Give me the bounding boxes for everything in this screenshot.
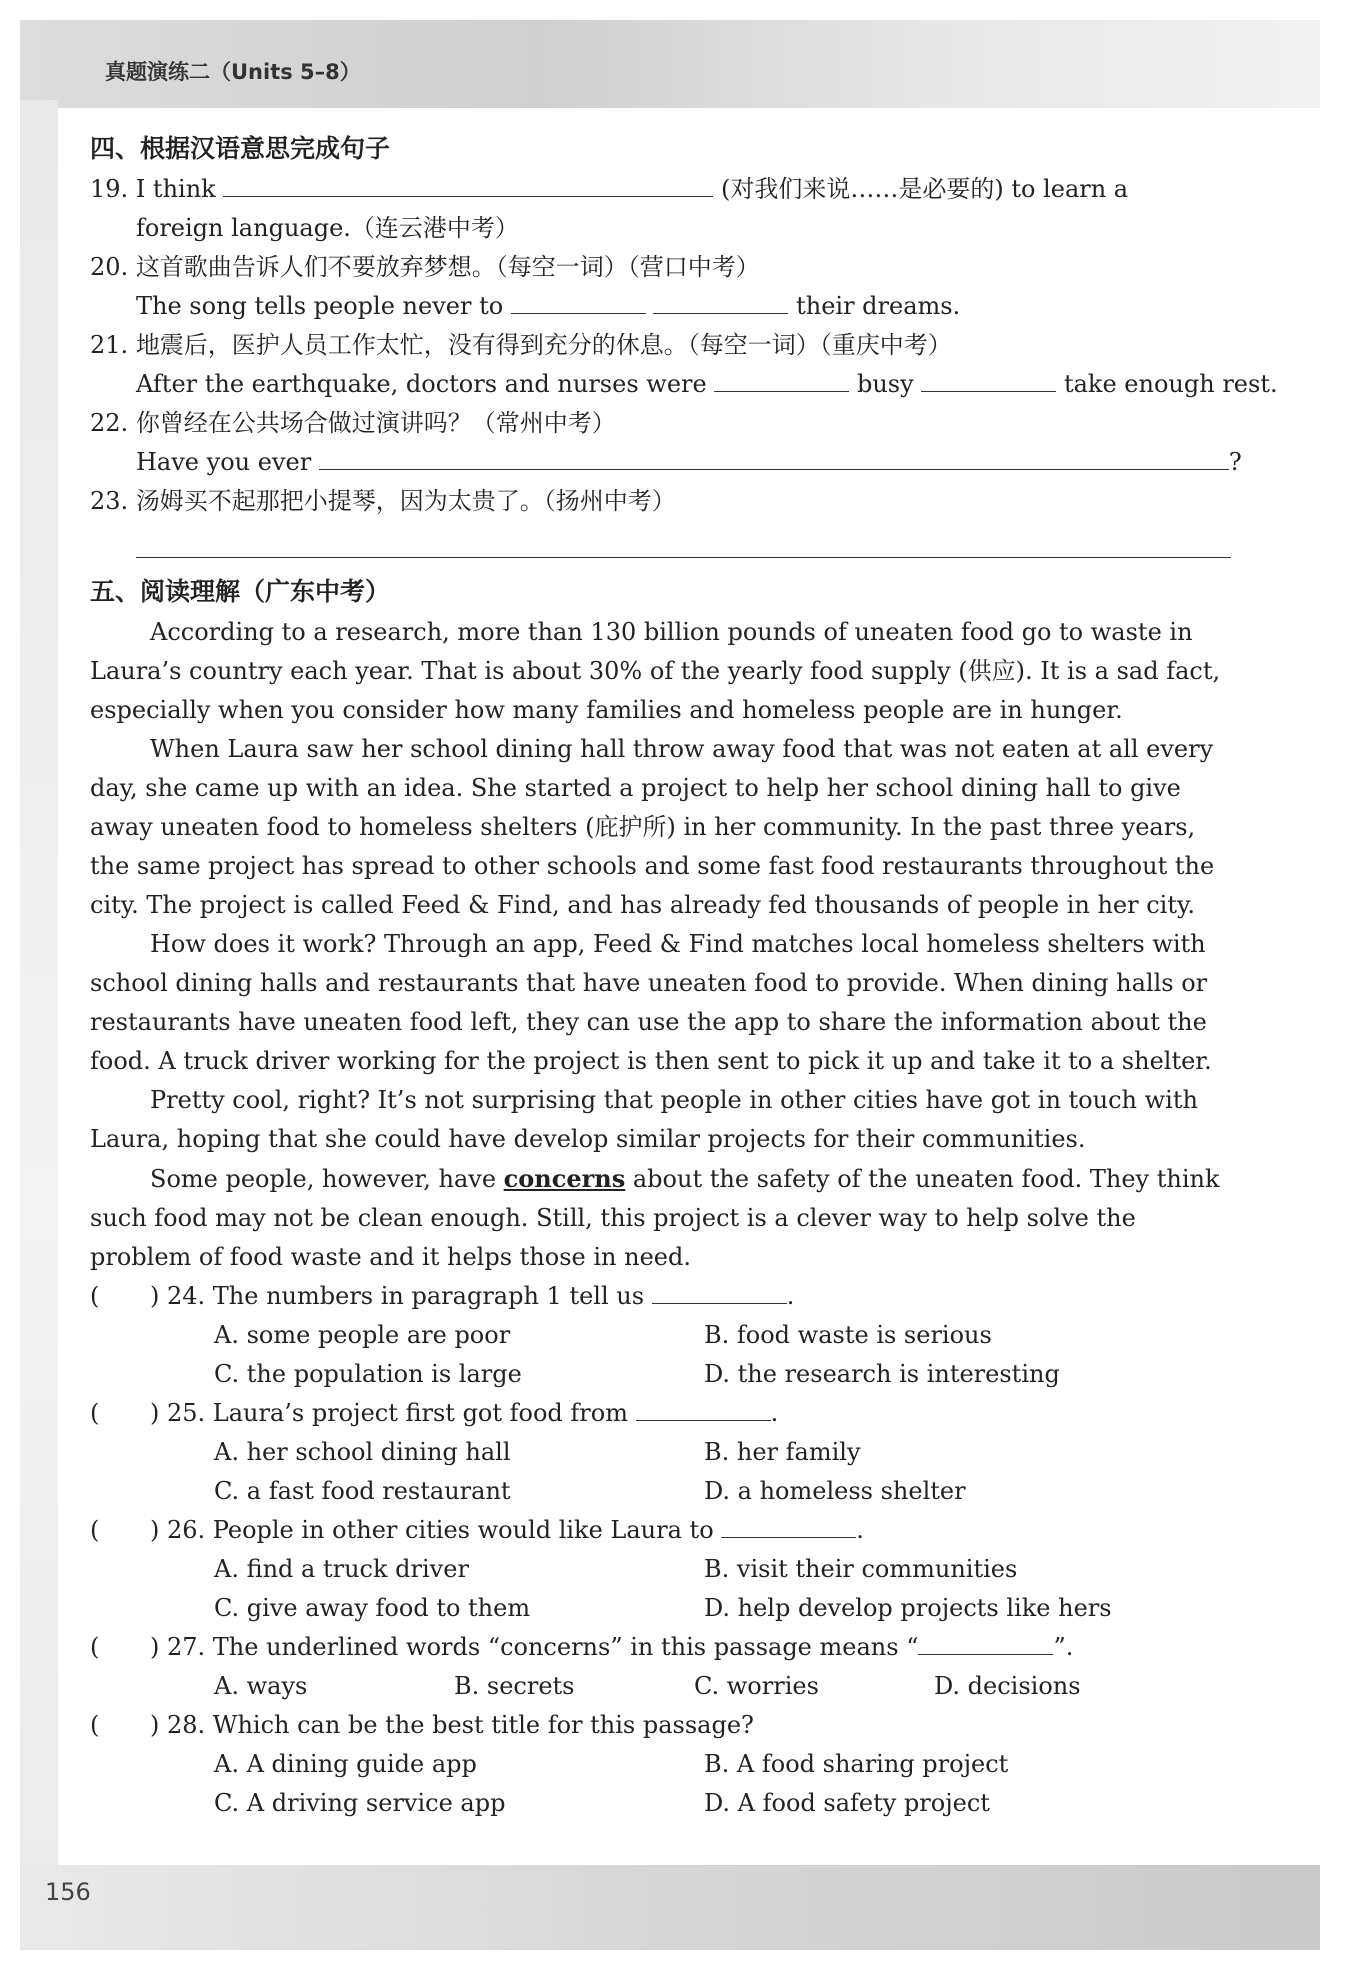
q25-blank[interactable]: [636, 1396, 771, 1421]
q28-option-d[interactable]: D. A food safety project: [704, 1789, 990, 1817]
q25-option-b[interactable]: B. her family: [704, 1438, 861, 1466]
question-22: [90, 404, 1240, 443]
q25-end: .: [770, 1399, 779, 1427]
q26-blank[interactable]: [721, 1513, 856, 1538]
q19-text-before: I think: [135, 175, 216, 203]
header-title: 真题演练二（Units 5–8）: [105, 60, 361, 84]
q21-text-mid: busy: [856, 370, 914, 398]
q21-chinese: 地震后，医护人员工作太忙，没有得到充分的休息。（每空一词）（重庆中考）: [135, 331, 952, 359]
q28-option-a[interactable]: A. A dining guide app: [214, 1750, 477, 1778]
q21-blank-1[interactable]: [714, 367, 849, 392]
q24-option-d[interactable]: D. the research is interesting: [704, 1360, 1060, 1388]
q24-option-b[interactable]: B. food waste is serious: [704, 1321, 992, 1349]
question-20: [90, 248, 1240, 287]
q20-sentence: [90, 287, 1240, 326]
q24-stem: ) 24. The numbers in paragraph 1 tell us: [150, 1282, 645, 1310]
q26-option-d[interactable]: D. help develop projects like hers: [704, 1594, 1112, 1622]
answer-paren[interactable]: (: [90, 1711, 100, 1739]
answer-paren[interactable]: (: [90, 1282, 100, 1310]
q27-option-b[interactable]: B. secrets: [454, 1672, 575, 1700]
passage-paragraph-5: [90, 1159, 1240, 1277]
q21-sentence: [90, 365, 1278, 404]
answer-paren[interactable]: (: [90, 1516, 100, 1544]
q20-blank-1[interactable]: [511, 289, 646, 314]
q20-chinese: 这首歌曲告诉人们不要放弃梦想。（每空一词）（营口中考）: [135, 253, 760, 281]
q19-text-after: (对我们来说……是必要的) to learn a: [720, 175, 1129, 203]
page-content: [90, 125, 1278, 1823]
q19-blank[interactable]: [223, 172, 713, 197]
q25-stem: ) 25. Laura’s project first got food from: [150, 1399, 628, 1427]
q24-option-c[interactable]: C. the population is large: [214, 1360, 522, 1388]
q28-option-c[interactable]: C. A driving service app: [214, 1789, 506, 1817]
question-19: [90, 170, 1240, 209]
p5-text-after: about the safety of the uneaten food. They think such food may not be clean enough. Still, this project is a clever way to help solve the problem of food waste and it helps those in need.: [90, 1165, 1220, 1271]
q27-end: ”.: [1053, 1633, 1074, 1661]
passage-paragraph-3: How does it work? Through an app, Feed & Find matches local homeless shelters with school dining halls and restaurants that have uneaten food to provide. When dining halls or restaurants have uneaten food left, they can use the app to share the information about the food. A truck driver working for the project is then sent to pick it up and take it to a shelter.: [90, 930, 1212, 1075]
footer-band: [20, 1865, 1320, 1950]
q26-end: .: [856, 1516, 864, 1544]
p5-underlined-word: concerns: [503, 1164, 626, 1193]
answer-paren[interactable]: (: [90, 1633, 100, 1661]
passage-paragraph-1: According to a research, more than 130 billion pounds of uneaten food go to waste in Laura’s country each year. That is about 30% of the yearly food supply (供应). It is a sad fact, especially when you consider how many families and homeless people are in hunger.: [90, 618, 1221, 724]
q20-text-after: their dreams.: [796, 292, 961, 320]
question-28: [90, 1706, 1240, 1823]
q26-option-c[interactable]: C. give away food to them: [214, 1594, 531, 1622]
section-5-title: 五、阅读理解（广东中考）: [90, 577, 391, 606]
q21-text-before: After the earthquake, doctors and nurses were: [136, 370, 707, 398]
q27-option-d[interactable]: D. decisions: [934, 1672, 1081, 1700]
q21-text-after: take enough rest.: [1063, 370, 1278, 398]
question-24: [90, 1277, 1240, 1394]
q23-answer-line[interactable]: [136, 527, 1231, 558]
q24-end: .: [786, 1282, 795, 1310]
q25-option-d[interactable]: D. a homeless shelter: [704, 1477, 966, 1505]
q22-blank[interactable]: [319, 445, 1229, 470]
q19-line2: foreign language.（连云港中考）: [136, 214, 519, 242]
q20-number: 20.: [90, 253, 129, 281]
q22-text-after: ?: [1228, 448, 1242, 476]
q22-sentence: [90, 443, 1240, 482]
q22-text-before: Have you ever: [136, 448, 312, 476]
q22-number: 22.: [90, 409, 129, 437]
page-number: 156: [45, 1878, 91, 1906]
q27-blank[interactable]: [918, 1630, 1053, 1655]
q26-option-a[interactable]: A. find a truck driver: [214, 1555, 469, 1583]
passage-paragraph-4: Pretty cool, right? It’s not surprising that people in other cities have got in touch with Laura, hoping that she could have develop similar projects for their communities.: [90, 1086, 1198, 1153]
q23-number: 23.: [90, 487, 129, 515]
question-23: [90, 482, 1240, 521]
passage-paragraph-2: When Laura saw her school dining hall throw away food that was not eaten at all every day, she came up with an idea. She started a project to help her school dining hall to give away uneaten food to homeless shelters (庇护所) in her community. In the past three years, the same project has spread to other schools and some fast food restaurants throughout the city. The project is called Feed & Find, and has already fed thousands of people in her city.: [90, 735, 1215, 919]
q28-option-b[interactable]: B. A food sharing project: [704, 1750, 1009, 1778]
q19-number: 19.: [90, 175, 129, 203]
q21-number: 21.: [90, 331, 129, 359]
q24-option-a[interactable]: A. some people are poor: [214, 1321, 511, 1349]
question-26: [90, 1511, 1240, 1628]
question-21: [90, 326, 1240, 365]
p5-text-before: Some people, however, have: [150, 1165, 497, 1193]
q27-stem: ) 27. The underlined words “concerns” in this passage means “: [150, 1633, 919, 1661]
left-margin-band: [20, 100, 58, 1950]
question-25: [90, 1394, 1240, 1511]
q21-blank-2[interactable]: [921, 367, 1056, 392]
q23-chinese: 汤姆买不起那把小提琴，因为太贵了。（扬州中考）: [135, 487, 676, 515]
q22-chinese: 你曾经在公共场合做过演讲吗？（常州中考）: [135, 409, 616, 437]
answer-paren[interactable]: (: [90, 1399, 100, 1427]
q27-option-a[interactable]: A. ways: [214, 1672, 308, 1700]
q26-option-b[interactable]: B. visit their communities: [704, 1555, 1018, 1583]
q25-option-c[interactable]: C. a fast food restaurant: [214, 1477, 511, 1505]
q27-option-c[interactable]: C. worries: [694, 1672, 819, 1700]
q20-text-before: The song tells people never to: [136, 292, 504, 320]
q20-blank-2[interactable]: [653, 289, 788, 314]
section-4-title: 四、根据汉语意思完成句子: [90, 134, 391, 163]
q28-stem: ) 28. Which can be the best title for this passage?: [150, 1711, 754, 1739]
q26-stem: ) 26. People in other cities would like Laura to: [150, 1516, 714, 1544]
question-27: [90, 1628, 1240, 1706]
q25-option-a[interactable]: A. her school dining hall: [214, 1438, 511, 1466]
q24-blank[interactable]: [652, 1279, 787, 1304]
